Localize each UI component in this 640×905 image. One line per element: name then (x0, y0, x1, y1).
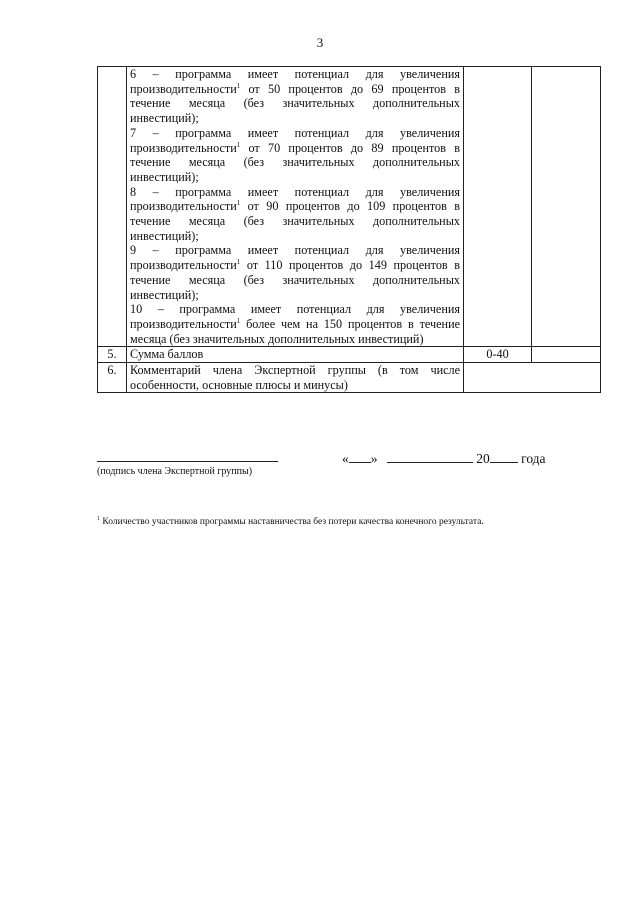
criteria-item: 6 – программа имеет потенциал для увеличения производительности$^1$ от 50 процентов до 69 процентов в течение месяца (без значительных дополнительных инвестиций); (130, 67, 460, 126)
table-row (98, 67, 601, 347)
extra-cell (532, 347, 601, 363)
year-prefix: 20 (476, 451, 490, 466)
footnote-text: Количество участников программы наставничества без потери качества конечного результата. (100, 517, 484, 527)
day-blank (349, 450, 371, 463)
year-blank (490, 450, 518, 463)
row-number-cell (98, 67, 127, 347)
signature-caption: (подпись члена Экспертной группы) (97, 466, 253, 477)
footnote (97, 517, 484, 527)
page-number: 3 (316, 35, 324, 50)
signature-line (97, 461, 278, 462)
criteria-item: 9 – программа имеет потенциал для увеличения производительности$^1$ от 110 процентов до 149 процентов в течение месяца (без значительных дополнительных инвестиций); (130, 243, 460, 302)
month-blank (387, 450, 473, 463)
table-row (98, 347, 601, 363)
comment-cell (464, 363, 601, 393)
score-cell (464, 67, 532, 347)
table-row (98, 363, 601, 393)
criteria-description-cell (127, 67, 464, 347)
footnote-marker: 1 (97, 515, 100, 522)
criteria-item: 8 – программа имеет потенциал для увеличения производительности$^1$ от 90 процентов до 109 процентов в течение месяца (без значительных дополнительных инвестиций); (130, 184, 460, 243)
extra-cell (532, 67, 601, 347)
criteria-description-cell: Сумма баллов (127, 347, 464, 363)
criteria-item: 7 – программа имеет потенциал для увеличения производительности$^1$ от 70 процентов до 89 процентов в течение месяца (без значительных дополнительных инвестиций); (130, 125, 460, 184)
date-close-quote: » (370, 451, 378, 466)
score-cell: 0-40 (464, 347, 532, 363)
date-open-quote: « (342, 451, 349, 466)
row-number-cell: 5. (98, 347, 127, 363)
date-field (342, 450, 546, 467)
criteria-table (97, 66, 601, 393)
criteria-item: 10 – программа имеет потенциал для увеличения производительности$^1$ более чем на 150 процентов в течение месяца (без значительных дополнительных инвестиций) (130, 302, 460, 346)
criteria-description-cell: Комментарий члена Экспертной группы (в том числе особенности, основные плюсы и минусы) (127, 363, 464, 393)
row-number-cell: 6. (98, 363, 127, 393)
year-suffix: года (521, 451, 546, 466)
